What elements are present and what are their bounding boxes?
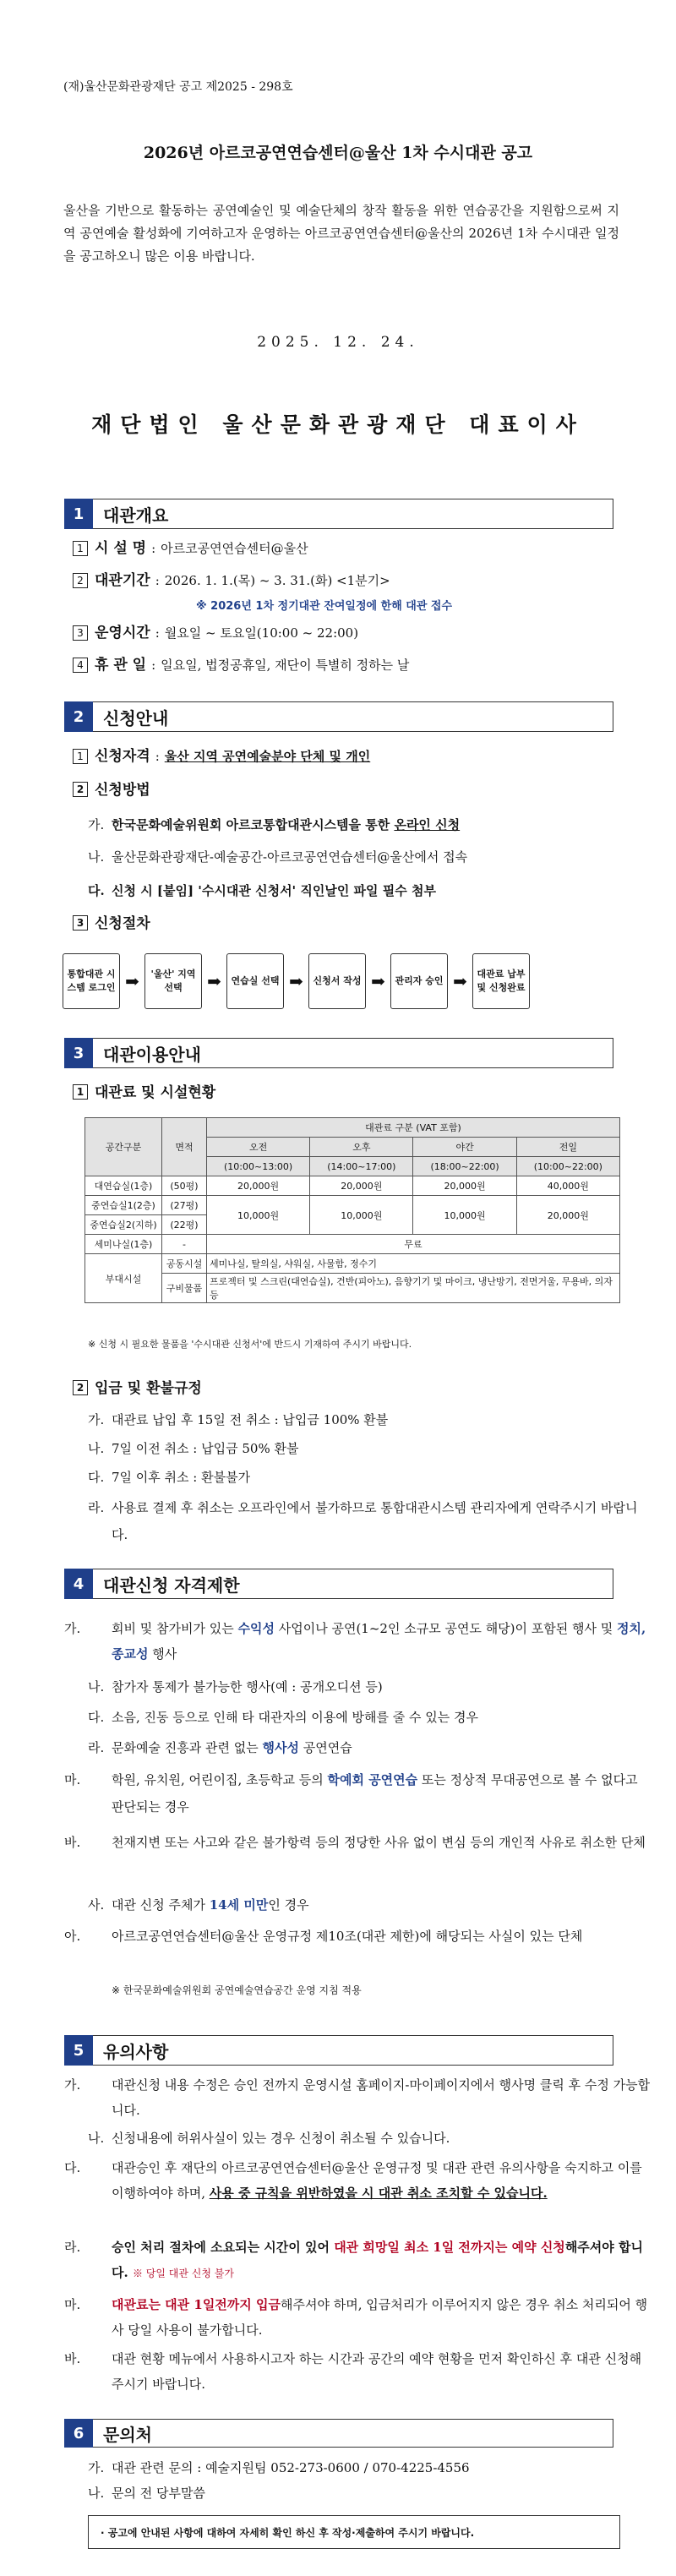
item-number: 2 — [73, 573, 88, 588]
notice-date: 2025. 12. 24. — [257, 334, 419, 351]
item-marker: 아. — [64, 1929, 81, 1944]
cell-area: - — [162, 1235, 207, 1254]
item-number: 1 — [73, 749, 88, 764]
cell-fee: 20,000원 — [207, 1176, 310, 1196]
row-label: 휴 관 일 — [95, 657, 147, 674]
item-marker: 나. — [88, 2131, 105, 2146]
cell-area: (27평) — [162, 1196, 207, 1215]
section-number: 4 — [64, 1569, 93, 1599]
cell-fee: 20,000원 — [516, 1196, 619, 1235]
intro-paragraph: 울산을 기반으로 활동하는 공연예술인 및 예술단체의 창작 활동을 위한 연습공간을 지원함으로써 지역 공연예술 활성화에 기여하고자 운영하는 아르코공연연습센터@울산의 2026년 1차 수시대관 일정을 공고하오니 많은 이용 바랍니다. — [63, 203, 619, 264]
item-marker: 라. — [88, 1500, 105, 1515]
section-title: 대관이용안내 — [93, 1038, 613, 1068]
item-text: 참가자 통제가 불가능한 행사(예 : 공개오디션 등) — [112, 1679, 383, 1695]
cell-space: 부대시설 — [85, 1254, 162, 1303]
item-text: 행사 — [148, 1646, 177, 1662]
cell-area: (22평) — [162, 1215, 207, 1235]
item-text: 소음, 진동 등으로 인해 타 대관자의 이용에 방해를 줄 수 있는 경우 — [112, 1710, 478, 1725]
item-text: 대관 신청 주체가 — [112, 1897, 210, 1913]
section-number: 1 — [64, 499, 93, 529]
item-marker: 사. — [88, 1897, 105, 1913]
cell-fee: 20,000원 — [413, 1176, 516, 1196]
item-emphasis: 학예회 공연연습 — [327, 1772, 418, 1787]
item-marker: 가. — [64, 1621, 81, 1636]
item-text: 아르코공연연습센터@울산 운영규정 제10조(대관 제한)에 해당되는 사실이 있는 단체 — [112, 1929, 583, 1944]
section-title: 유의사항 — [93, 2035, 613, 2066]
item-text: 승인 처리 절차에 소요되는 시간이 있어 — [112, 2240, 335, 2255]
item-marker: 라. — [88, 1740, 105, 1755]
item-text: 공연연습 — [298, 1740, 352, 1755]
item-marker: 가. — [88, 2460, 105, 2475]
cell-fee: 무료 — [207, 1235, 620, 1254]
item-emphasis: 사용 중 규칙을 위반하였을 시 대관 취소 조치할 수 있습니다. — [209, 2186, 548, 2201]
section-title: 문의처 — [93, 2419, 613, 2448]
item-emphasis: 정치, 종교성 — [112, 1621, 646, 1662]
cell-aux-kind: 구비물품 — [162, 1274, 207, 1303]
section-number: 5 — [64, 2035, 93, 2066]
page-title: 2026년 아르코공연연습센터@울산 1차 수시대관 공고 — [143, 144, 533, 162]
cell-aux-desc: 프로젝터 및 스크린(대연습실), 건반(피아노), 음향기기 및 마이크, 냉난방기, 전면거울, 무용바, 의자 등 — [207, 1274, 620, 1303]
item-marker: 가. — [88, 817, 105, 832]
cell-area: (50평) — [162, 1176, 207, 1196]
item-text: 울산문화관광재단-예술공간-아르코공연연습센터@울산에서 접속 — [112, 849, 468, 865]
item-text: 대관료 납입 후 15일 전 취소 : 납입금 100% 환불 — [112, 1412, 389, 1427]
item-number: 4 — [73, 658, 88, 673]
item-text: 문화예술 진흥과 관련 없는 — [112, 1740, 263, 1755]
restriction-note: ※ 한국문화예술위원회 공연예술연습공간 운영 지침 적용 — [112, 1984, 362, 1996]
item-text: 문의 전 당부말씀 — [112, 2486, 205, 2501]
step-approval: 관리자 승인 — [390, 953, 448, 1009]
item-marker: 다. — [88, 883, 105, 898]
row-label: 신청자격 — [95, 748, 150, 765]
row-value: 2026. 1. 1.(목) ~ 3. 31.(화) <1분기> — [164, 573, 390, 588]
item-text: 신청내용에 허위사실이 있는 경우 신청이 취소될 수 있습니다. — [112, 2131, 450, 2146]
item-emphasis: 14세 미만 — [209, 1897, 269, 1913]
eligibility-row: 1 신청자격 : 울산 지역 공연예술분야 단체 및 개인 — [73, 747, 622, 766]
item-marker: 나. — [88, 2486, 105, 2501]
section-title: 대관개요 — [93, 499, 613, 529]
issuer-name: 재단법인 울산문화관광재단 대표이사 — [91, 412, 585, 437]
item-number: 1 — [73, 541, 88, 556]
section-number: 3 — [64, 1038, 93, 1068]
arrow-right-icon: ➡ — [453, 971, 467, 991]
col-slot-name: 전일 — [516, 1138, 619, 1157]
item-emphasis: 행사성 — [262, 1740, 299, 1755]
step-form: 신청서 작성 — [308, 953, 366, 1009]
col-area: 면적 — [162, 1118, 207, 1176]
cell-aux-kind: 공동시설 — [162, 1254, 207, 1274]
cell-fee: 10,000원 — [207, 1196, 310, 1235]
item-text: 대관 현황 메뉴에서 사용하시고자 하는 시간과 공간의 예약 현황을 먼저 확인하신 후 대관 신청해주시기 바랍니다. — [112, 2351, 642, 2392]
item-marker: 다. — [64, 2160, 81, 2175]
section-title: 신청안내 — [93, 701, 613, 732]
cell-aux-desc: 세미나실, 탈의실, 샤워실, 사물함, 정수기 — [207, 1254, 620, 1274]
row-value: 월요일 ~ 토요일(10:00 ~ 22:00) — [164, 625, 359, 641]
cell-fee: 10,000원 — [413, 1196, 516, 1235]
row-label: 대관기간 — [95, 572, 150, 589]
section-number: 6 — [64, 2419, 93, 2448]
col-space: 공간구분 — [85, 1118, 162, 1176]
overview-row-facility: 1 시 설 명 : 아르코공연연습센터@울산 — [73, 539, 622, 558]
item-marker: 마. — [64, 2297, 81, 2312]
item-text: 또는 정상적 무대공연으로 볼 수 없다고 판단되는 경우 — [112, 1772, 638, 1815]
col-slot-time: (10:00~22:00) — [516, 1157, 619, 1176]
item-note: ※ 당일 대관 신청 불가 — [132, 2268, 234, 2279]
overview-row-closed: 4 휴 관 일 : 일요일, 법정공휴일, 재단이 특별히 정하는 날 — [73, 656, 622, 674]
contact-item — [88, 2481, 629, 2505]
item-number: 2 — [73, 1380, 88, 1395]
item-marker: 다. — [88, 1470, 105, 1485]
item-text: 해주셔야 하며, 입금처리가 이루어지지 않은 경우 취소 처리되어 행사 당일 사용이 불가합니다. — [112, 2297, 648, 2338]
section-6-header — [64, 2419, 613, 2448]
item-marker: 나. — [88, 1679, 105, 1695]
item-marker: 라. — [64, 2240, 81, 2255]
item-text: 대관승인 후 재단의 아르코공연연습센터@울산 운영규정 및 대관 관련 유의사항을 숙지하고 이를 이행하여야 하며, — [112, 2160, 642, 2201]
arrow-right-icon: ➡ — [207, 971, 221, 991]
item-text: 신청 시 [붙임] '수시대관 신청서' 직인날인 파일 필수 첨부 — [112, 883, 436, 898]
arrow-right-icon: ➡ — [371, 971, 385, 991]
row-label: 운영시간 — [95, 625, 150, 641]
overview-row-hours: 3 운영시간 : 월요일 ~ 토요일(10:00 ~ 22:00) — [73, 624, 622, 642]
subheading-label: 입금 및 환불규정 — [95, 1380, 202, 1397]
item-text: 학원, 유치원, 어린이집, 초등학교 등의 — [112, 1772, 328, 1787]
item-text: 7일 이전 취소 : 납입금 50% 환불 — [112, 1441, 299, 1456]
item-emphasis: 대관료는 대관 1일전까지 입금 — [112, 2297, 281, 2312]
step-room: 연습실 선택 — [226, 953, 284, 1009]
item-text: 천재지변 또는 사고와 같은 불가항력 등의 정당한 사유 없이 변심 등의 개인적 사유로 취소한 단체 — [112, 1835, 646, 1850]
cell-space: 중연습실2(지하) — [85, 1215, 162, 1235]
item-marker: 바. — [64, 1835, 81, 1850]
item-text: 사용료 결제 후 취소는 오프라인에서 불가하므로 통합대관시스템 관리자에게 연락주시기 바랍니다. — [112, 1500, 638, 1542]
subheading-label: 대관료 및 시설현황 — [95, 1084, 216, 1101]
notice-number: (재)울산문화관광재단 공고 제2025 - 298호 — [63, 80, 293, 94]
cell-space: 세미나실(1층) — [85, 1235, 162, 1254]
item-text: 한국문화예술위원회 아르코통합대관시스템을 통한 — [112, 817, 395, 832]
cell-fee: 20,000원 — [310, 1176, 413, 1196]
item-text: 대관 관련 문의 : 예술지원팀 052-273-0600 / 070-4225-4556 — [112, 2460, 470, 2475]
col-slot-name: 오후 — [310, 1138, 413, 1157]
item-marker: 다. — [88, 1710, 105, 1725]
row-value: 일요일, 법정공휴일, 재단이 특별히 정하는 날 — [161, 658, 410, 673]
item-number: 3 — [73, 625, 88, 641]
item-text: 대관신청 내용 수정은 승인 전까지 운영시설 홈페이지-마이페이지에서 행사명 클릭 후 수정 가능합니다. — [112, 2077, 651, 2118]
contact-item — [88, 2456, 629, 2480]
cell-fee: 40,000원 — [516, 1176, 619, 1196]
item-text: 회비 및 참가비가 있는 — [112, 1621, 238, 1636]
col-slot-time: (18:00~22:00) — [413, 1157, 516, 1176]
item-marker: 마. — [64, 1772, 81, 1787]
section-title: 대관신청 자격제한 — [93, 1569, 613, 1599]
item-marker: 가. — [64, 2077, 81, 2093]
col-slot-name: 오전 — [207, 1138, 310, 1157]
cell-fee: 10,000원 — [310, 1196, 413, 1235]
period-note: ※ 2026년 1차 정기대관 잔여일정에 한해 대관 접수 — [196, 600, 453, 613]
step-payment: 대관료 납부 및 신청완료 — [472, 953, 530, 1009]
item-number: 3 — [73, 915, 88, 931]
row-label: 시 설 명 — [95, 540, 147, 557]
col-slot-name: 야간 — [413, 1138, 516, 1157]
item-text: 7일 이후 취소 : 환불불가 — [112, 1470, 251, 1485]
subheading-label: 신청방법 — [95, 782, 150, 799]
subheading-label: 신청절차 — [95, 915, 150, 932]
final-notice-box: · 공고에 안내된 사항에 대하여 자세히 확인 하신 후 작성·제출하여 주시기 바랍니다. — [88, 2515, 620, 2549]
item-marker: 가. — [88, 1412, 105, 1427]
section-number: 2 — [64, 701, 93, 732]
item-emphasis: 온라인 신청 — [394, 817, 461, 832]
item-marker: 나. — [88, 849, 105, 865]
arrow-right-icon: ➡ — [289, 971, 303, 991]
item-number: 1 — [73, 1084, 88, 1100]
col-fee-group: 대관료 구분 (VAT 포함) — [207, 1118, 620, 1138]
item-text: 인 경우 — [268, 1897, 309, 1913]
item-text: 사업이나 공연(1~2인 소규모 공연도 해당)이 포함된 행사 및 — [274, 1621, 618, 1636]
overview-row-period: 2 대관기간 : 2026. 1. 1.(목) ~ 3. 31.(화) <1분기> — [73, 571, 622, 590]
item-number: 2 — [73, 782, 88, 797]
step-region: '울산' 지역선택 — [144, 953, 202, 1009]
item-text: 해주셔야 합니다. — [112, 2240, 643, 2280]
arrow-right-icon: ➡ — [125, 971, 139, 991]
col-slot-time: (14:00~17:00) — [310, 1157, 413, 1176]
item-marker: 바. — [64, 2351, 81, 2366]
item-marker: 나. — [88, 1441, 105, 1456]
cell-space: 중연습실1(2층) — [85, 1196, 162, 1215]
row-value: 아르코공연연습센터@울산 — [161, 541, 308, 556]
col-slot-time: (10:00~13:00) — [207, 1157, 310, 1176]
cell-space: 대연습실(1층) — [85, 1176, 162, 1196]
step-login: 통합대관 시스템 로그인 — [63, 953, 120, 1009]
fee-table-note: ※ 신청 시 필요한 물품을 '수시대관 신청서'에 반드시 기재하여 주시기 바랍니다. — [88, 1339, 412, 1350]
eligibility-value: 울산 지역 공연예술분야 단체 및 개인 — [164, 749, 371, 764]
item-emphasis: 대관 희망일 최소 1일 전까지는 예약 신청 — [334, 2240, 565, 2255]
item-emphasis: 수익성 — [237, 1621, 275, 1636]
